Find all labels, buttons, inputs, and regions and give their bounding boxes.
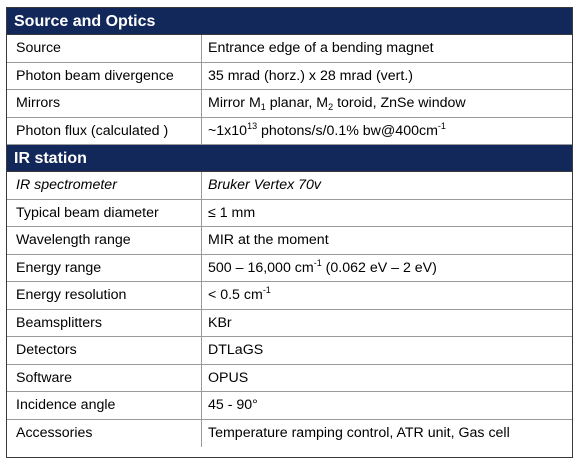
- value-text: 500 – 16,000 cm: [208, 259, 314, 276]
- table-row: [7, 118, 572, 146]
- row-label: Photon flux (calculated ): [7, 118, 202, 145]
- row-label: Source: [7, 35, 202, 62]
- row-label: Energy range: [7, 255, 202, 282]
- row-value: DTLaGS: [208, 342, 264, 358]
- row-label: Photon beam divergence: [7, 63, 202, 90]
- table-row: [7, 227, 572, 255]
- value-text: ~1x10: [208, 122, 248, 139]
- table-row: [7, 35, 572, 63]
- row-value: Entrance edge of a bending magnet: [208, 40, 434, 56]
- value-text: < 0.5 cm: [208, 287, 263, 303]
- value-subscript: 1: [260, 102, 266, 112]
- row-value: [202, 282, 572, 309]
- table-row: [7, 63, 572, 91]
- value-text: (0.062 eV – 2 eV): [321, 259, 437, 276]
- table-row: [7, 365, 572, 393]
- row-value: ≤ 1 mm: [208, 204, 256, 221]
- row-label: Software: [7, 365, 202, 392]
- row-value: [202, 118, 572, 145]
- table-row: [7, 420, 572, 448]
- row-label: Wavelength range: [7, 227, 202, 254]
- value-text: toroid, ZnSe window: [333, 95, 466, 111]
- row-label: IR spectrometer: [7, 172, 202, 199]
- row-label: Accessories: [7, 420, 202, 448]
- row-value: Temperature ramping control, ATR unit, Gas cell: [208, 424, 510, 441]
- spec-table: [6, 7, 573, 458]
- row-label: Beamsplitters: [7, 310, 202, 337]
- table-row: [7, 282, 572, 310]
- value-text: photons/s/0.1% bw@400cm: [257, 122, 438, 139]
- value-superscript: 13: [247, 120, 258, 131]
- row-value: 45 - 90°: [208, 397, 258, 413]
- row-label: Detectors: [7, 337, 202, 364]
- section-header-ir-station: IR station: [7, 145, 572, 172]
- value-superscript: -1: [313, 257, 322, 268]
- row-value: OPUS: [208, 369, 249, 386]
- row-label: Energy resolution: [7, 282, 202, 309]
- table-row: [7, 337, 572, 365]
- table-row: [7, 172, 572, 200]
- row-value: [202, 255, 572, 282]
- value-subscript: 2: [328, 102, 334, 112]
- value-superscript: -1: [262, 285, 271, 295]
- row-value: Bruker Vertex 70v: [208, 177, 322, 193]
- table-row: [7, 255, 572, 283]
- row-label: Incidence angle: [7, 392, 202, 419]
- table-row: [7, 200, 572, 228]
- row-value: KBr: [208, 314, 232, 331]
- row-label: Typical beam diameter: [7, 200, 202, 227]
- table-row: [7, 90, 572, 118]
- value-text: Mirror M: [208, 95, 261, 111]
- value-text: planar, M: [265, 95, 329, 111]
- table-row: [7, 392, 572, 420]
- row-value: 35 mrad (horz.) x 28 mrad (vert.): [208, 67, 413, 84]
- value-superscript: -1: [437, 120, 446, 131]
- row-label: Mirrors: [7, 90, 202, 117]
- section-header-source-optics: Source and Optics: [7, 8, 572, 35]
- row-value: MIR at the moment: [208, 232, 329, 248]
- table-row: [7, 310, 572, 338]
- row-value: [202, 90, 572, 117]
